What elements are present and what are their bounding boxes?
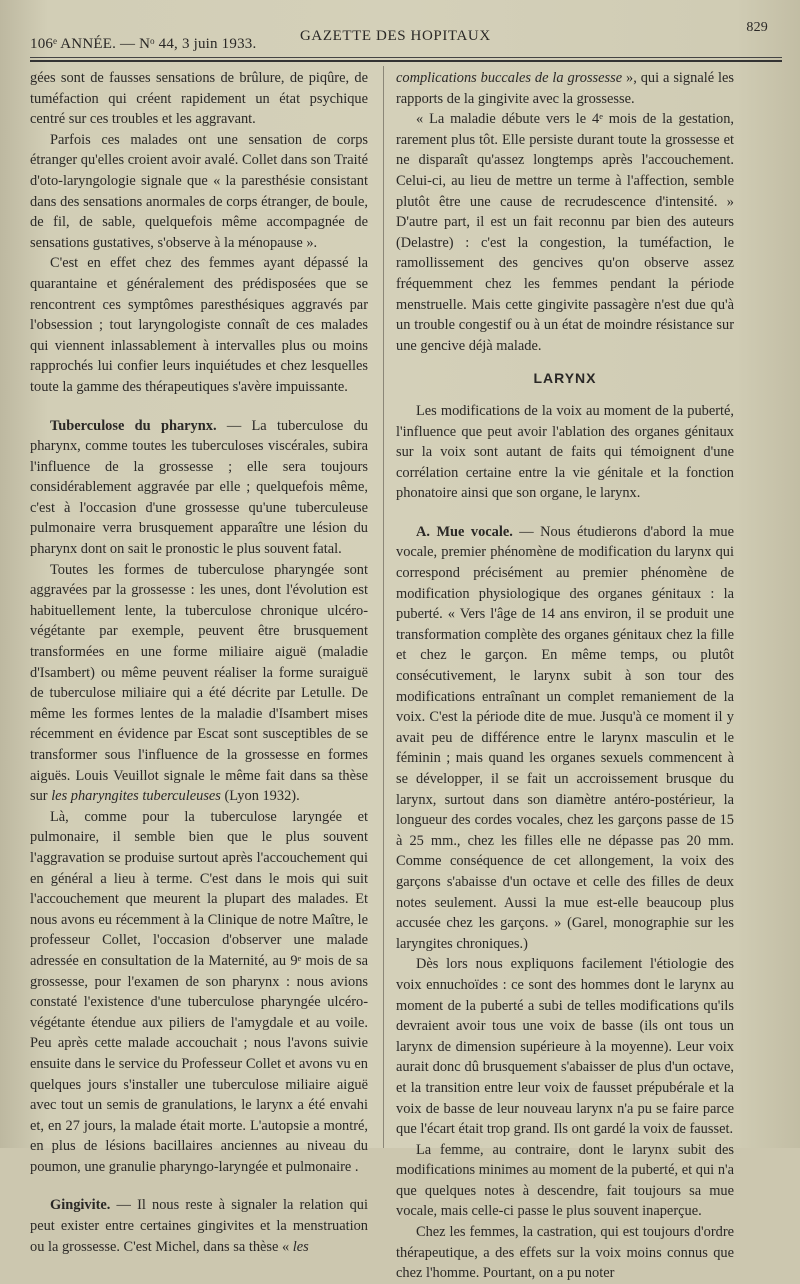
paragraph-text: », qui a signalé les rapports de la gingivite avec la grossesse. bbox=[396, 70, 734, 107]
paragraph: Les modifications de la voix au moment de la puberté, l'influence que peut avoir l'ablation des organes génitaux sur la voix sont autant de faits qui témoignent d'une corrélation certaine entre la vie génitale et la fonction phonatoire ainsi que son organe, le larynx. bbox=[396, 402, 734, 502]
paragraph-body: — La tuberculose du pharynx, comme toutes les tuberculoses viscérales, subira l'influence de la grossesse ; elle sera toujours considérablement aggravée par elle ; quelquefois même, c'est à l'occasion d'une grossesse qu'une tuberculeuse pulmonaire verra brusquement apparaître une lésion du pharynx dont on sait le pronostic le plus souvent fatal. bbox=[30, 417, 368, 558]
italic-title: les bbox=[292, 1238, 309, 1255]
paragraph: Dès lors nous expliquons facilement l'étiologie des voix ennuchoïdes : ce sont des hommes dont le larynx au moment de la puberté a subi de telles modifications qu'ils devraient avoir tous une voix de basse (ils ont tous un larynx de dimension supérieure à la moyenne). Leur voix aurait donc dû brusquement s'abaisser de plus d'un octave, et la transition entre leur voix de fausset prépubérale et la voix de basse de leur nouveau larynx n'a pu se faire parce que l'écart était trop grand. Ils ont gardé la voix de fausset. bbox=[396, 956, 734, 1138]
paragraph: Parfois ces malades ont une sensation de corps étranger qu'elles croient avoir avalé. Collet dans son Traité d'oto-laryngologie signale que « la paresthésie consistant dans des sensations anormales de corps étranger, de boule, de fil, de sable, quelquefois même accompagnée de sensations gustatives, s'observe à la ménopause ». bbox=[30, 131, 368, 251]
header-rule-thin bbox=[30, 57, 782, 58]
italic-title: complications buccales de la grossesse bbox=[396, 70, 623, 86]
italic-title: les pharyngites tuberculeuses bbox=[51, 788, 221, 805]
spacer bbox=[30, 1177, 368, 1195]
paragraph bbox=[30, 560, 368, 807]
running-header bbox=[30, 20, 778, 60]
paragraph-body: — Nous étudierons d'abord la mue vocale, premier phénomène de modification du larynx qui correspond précisément au premier phénomène de modification physiologique des organes génitaux : la puberté. « Vers l'âge de 14 ans environ, il se produit une transformation complète des organes génitaux chez la fille et chez le garçon. En même temps, ou plutôt consécutivement, le larynx subit à son tour des modifications entraînant un complet remaniement de la voix. C'est la période dite de mue. Jusqu'à ce moment il y avait peu de différence entre le larynx masculin et le féminin ; mais quand les organes sexuels commencent à se développer, il se fait un accroissement brusque du larynx, surtout dans son diamètre antéro-postérieur, la longueur des cordes vocales, chez les garçons passe de 15 à 25 mm., chez les filles elle ne dépasse pas 20 mm. Comme conséquence de cet allongement, la voix des garçons s'abaisse d'un octave et celle des filles de deux notes seulement. Aussi la mue est-elle beaucoup plus accusée chez les garçons. » (Garel, monographie sur les laryngites chroniques.) bbox=[396, 523, 734, 952]
paragraph: « La maladie débute vers le 4ᵉ mois de la gestation, rarement plus tôt. Elle persiste durant toute la grossesse et ne disparaît qu'assez longtemps après l'accouchement. Celui-ci, au lieu de mettre un terme à l'affection, semble plutôt être une cause de recrudescence d'intensité. » D'autre part, il est un fait reconnu par bien des auteurs (Delastre) : c'est la congestion, la tuméfaction, le ramollissement des gencives qu'on observe assez fréquemment chez les femmes pendant la période menstruelle. Mais cette gingivite passagère n'est due qu'à un trouble congestif ou à un état de moindre résistance sur une gencive déjà malade. bbox=[396, 111, 734, 354]
left-column bbox=[30, 68, 368, 1255]
header-rule-thick bbox=[30, 60, 782, 62]
paragraph: gées sont de fausses sensations de brûlure, de piqûre, de tuméfaction qui créent rapidement un état psychique centré sur ces troubles et les aggravant. bbox=[30, 70, 368, 128]
paragraph-text: Toutes les formes de tuberculose pharyngée sont aggravées par la grossesse : les unes, dont l'évolution est habituellement lente, la tuberculose chronique ulcéro-végétante par exemple, peuvent être brusquement transformées en une forme miliaire aiguë (maladie d'Isambert) ou même peuvent réaliser la forme suraiguë de tuberculose miliaire qui a été décrite par Letulle. De même les formes lentes de la maladie d'Isambert mises récemment en évidence par Escat sont susceptibles de se transformer sous l'influence de la grossesse en formes aiguës. Louis Veuillot signale le même fait dans sa thèse sur bbox=[30, 561, 368, 805]
paragraph-body: — Il nous reste à signaler la relation qui peut exister entre certaines gingivites et la menstruation ou la grossesse. C'est Michel, dans sa thèse « bbox=[30, 1197, 368, 1255]
runin-heading: Tuberculose du pharynx. bbox=[50, 417, 217, 434]
paragraph bbox=[396, 68, 734, 109]
paragraph-mue-vocale bbox=[396, 522, 734, 954]
paragraph: La femme, au contraire, dont le larynx subit des modifications minimes au moment de la puberté, et qui n'a que quelques notes à descendre, fait toujours sa mue vocale, mais celle-ci passe le plus souvent inaperçue. bbox=[396, 1141, 734, 1220]
paragraph: Chez les femmes, la castration, qui est toujours d'ordre thérapeutique, a des effets sur la voix moins connus que chez l'homme. Pourtant, on a pu noter bbox=[396, 1224, 734, 1282]
paragraph-tuberculose bbox=[30, 416, 368, 560]
journal-title: GAZETTE DES HOPITAUX bbox=[300, 28, 491, 44]
column-divider bbox=[383, 66, 384, 1148]
right-column bbox=[396, 68, 734, 1282]
spacer bbox=[30, 398, 368, 416]
paragraph-gingivite bbox=[30, 1195, 368, 1257]
paragraph: C'est en effet chez des femmes ayant dépassé la quarantaine et généralement des prédisposées que se rencontrent ces symptômes paresthésiques aggravés par l'obsession ; tout laryngologiste connaît de ces malades qui viennent inlassablement à intervalles plus ou moins rapprochés lui confier leurs inquiétudes et chez lesquelles toute la gamme des thérapeutiques s'avère impuissante. bbox=[30, 255, 368, 395]
page-number: 829 bbox=[746, 20, 768, 35]
paragraph: Là, comme pour la tuberculose laryngée et pulmonaire, il semble bien que le plus souvent l'aggravation se produise surtout après l'accouchement qui en général a lieu à terme. C'est dans le mois qui suit l'accouchement que meurent la plupart des malades. Et nous avons eu récemment à la Clinique de notre Maître, le professeur Collet, l'occasion d'observer une malade adressée en consultation de la Maternité, au 9ᵉ mois de sa grossesse, pour l'examen de son pharynx : nous avions constaté l'existence d'une tuberculose pharyngée ulcéro-végétante étendue aux piliers de l'amygdale et au voile. Peu après cette malade accouchait ; nous l'avons suivie ensuite dans le service du Professeur Collet et avons vu en quelques jours s'installer une tuberculose miliaire aiguë avec tout un semis de granulations, le larynx a été envahi et, en 27 jours, la malade était morte. L'autopsie a montré, en plus de lésions bacillaires anciennes au niveau du poumon, une granulie pharyngo-laryngée et pulmonaire . bbox=[30, 808, 368, 1175]
section-title-larynx: LARYNX bbox=[533, 370, 597, 387]
issue-line: 106ᵉ ANNÉE. — Nᵒ 44, 3 juin 1933. bbox=[30, 36, 257, 52]
runin-heading: A. Mue vocale. bbox=[416, 523, 513, 540]
runin-heading: Gingivite. bbox=[50, 1197, 111, 1214]
spacer bbox=[396, 504, 734, 522]
paragraph-text: (Lyon 1932). bbox=[220, 788, 300, 805]
